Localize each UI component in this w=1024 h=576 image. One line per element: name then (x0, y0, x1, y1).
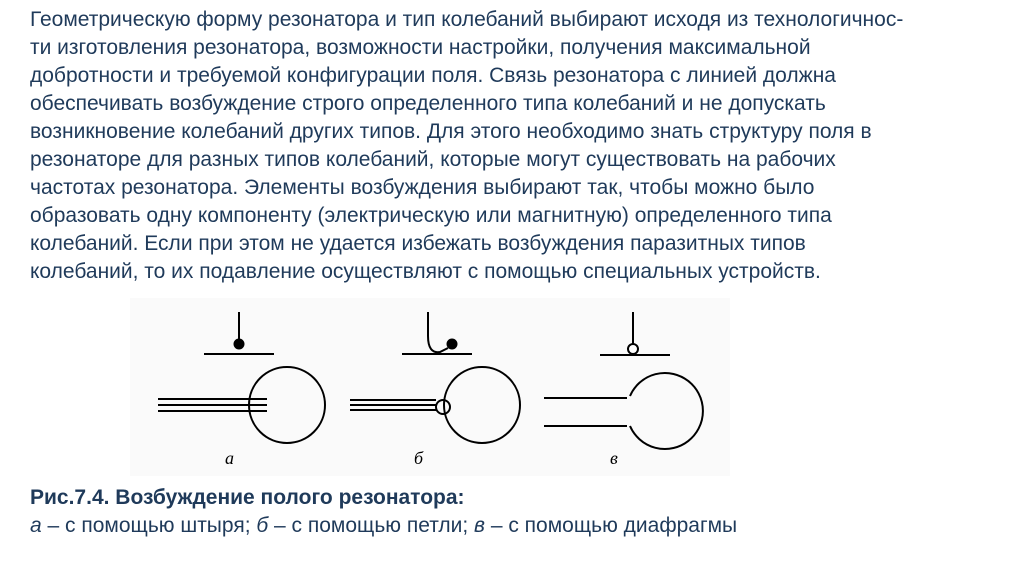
paragraph-line: частотах резонатора. Элементы возбуждения выбирают так, чтобы можно было (30, 176, 815, 199)
diagram-a-probe (158, 312, 325, 468)
label-v: в (610, 448, 618, 468)
paragraph-line: ти изготовления резонатора, возможности настройки, получения максимальной (30, 36, 811, 59)
paragraph-line: резонаторе для разных типов колебаний, которые могут существовать на рабочих (30, 148, 836, 171)
paragraph-line: колебаний. Если при этом не удается избежать возбуждения паразитных типов (30, 232, 806, 255)
caption-text-b: – с помощью петли; (268, 514, 475, 537)
paragraph-line: обеспечивать возбуждение строго определенного типа колебаний и не допускать (30, 92, 826, 115)
resonator-figure (130, 298, 730, 476)
probe-tip (235, 340, 244, 349)
diagram-b-loop (350, 312, 520, 468)
paragraph-line: образовать одну компоненту (электрическую или магнитную) определенного типа (30, 204, 832, 227)
caption-title: Рис.7.4. Возбуждение полого резонатора: (30, 486, 465, 509)
figure-caption (30, 484, 737, 540)
label-a: а (225, 448, 234, 468)
cavity-with-iris (630, 373, 703, 449)
cavity-resonator (444, 367, 520, 443)
loop-end (448, 340, 457, 349)
paragraph-line: добротности и требуемой конфигурации поля. Связь резонатора с линией должна (30, 64, 836, 87)
open-circle (628, 344, 638, 354)
caption-description (30, 512, 737, 540)
caption-letter-v: в (474, 514, 485, 537)
body-paragraph (30, 6, 1020, 286)
paragraph-line: Геометрическую форму резонатора и тип колебаний выбирают исходя из технологичнос- (30, 8, 904, 31)
coupling-loop (436, 400, 450, 414)
paragraph-line: возникновение колебаний других типов. Для этого необходимо знать структуру поля в (30, 120, 872, 143)
caption-text-v: – с помощью диафрагмы (485, 514, 738, 537)
label-b: б (414, 448, 424, 468)
caption-letter-b: б (256, 514, 269, 537)
diagram-v-diaphragm (544, 312, 703, 468)
loop-wire (428, 312, 448, 352)
caption-text-a: – с помощью штыря; (41, 514, 257, 537)
caption-letter-a: а (30, 514, 42, 537)
paragraph-line: колебаний, то их подавление осуществляют с помощью специальных устройств. (30, 260, 821, 283)
